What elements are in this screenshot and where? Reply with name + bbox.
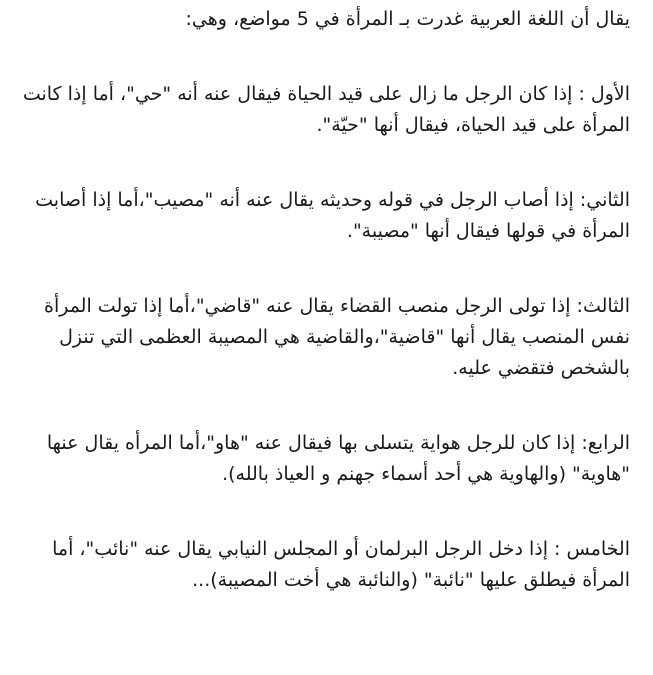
- intro-paragraph: يقال أن اللغة العربية غدرت بـ المرأة في 5 مواضع، وهي:: [185, 8, 630, 30]
- paragraph-third: الثالث: إذا تولى الرجل منصب القضاء يقال عنه "قاضي"،أما إذا تولت المرأة نفس المنصب يقال أنها "قاضية"،والقاضية هي المصيبة العظمى التي تنزل بالشخص فتقضي عليه.: [43, 295, 630, 379]
- paragraph-first: الأول : إذا كان الرجل ما زال على قيد الحياة فيقال عنه أنه "حي"، أما إذا كانت المرأة على قيد الحياة، فيقال أنها "حيّة".: [22, 83, 630, 136]
- paragraph-second: الثاني: إذا أصاب الرجل في قوله وحديثه يقال عنه أنه "مصيب"،أما إذا أصابت المرأة في قولها فيقال أنها "مصيبة".: [35, 189, 630, 242]
- paragraph-fifth: الخامس : إذا دخل الرجل البرلمان أو المجلس النيابي يقال عنه "نائب"، أما المرأة فيطلق عليها "نائبة" (والنائبة هي أخت المصيبة)...: [52, 538, 630, 591]
- paragraph-fourth: الرابع: إذا كان للرجل هواية يتسلى بها فيقال عنه "هاو"،أما المرأه يقال عنها "هاوية" (والهاوية هي أحد أسماء جهنم و العياذ بالله).: [46, 432, 630, 485]
- document-body: [14, 4, 630, 596]
